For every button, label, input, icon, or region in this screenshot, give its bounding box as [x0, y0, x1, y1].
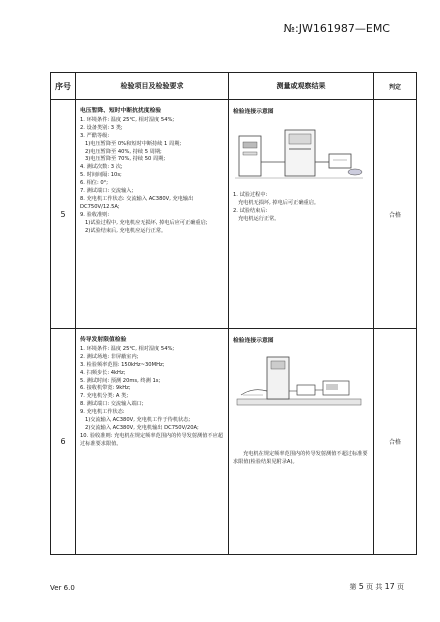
diagram-title: 检验连接示意图	[233, 338, 274, 344]
document-number: №:JW161987—EMC	[283, 22, 390, 35]
requirement-line: 2. 设备类别: 3 类;	[80, 124, 123, 131]
result-line: 充电机无损坏, 掉电后可正确重启。	[233, 200, 320, 206]
requirement-line: 3. 严酷等级:	[80, 132, 110, 139]
requirement-line: 10. 验收准则: 充电机在规定频率范围内的传导发射测值不应超过标准要求限值。	[80, 432, 223, 447]
dips-test-setup-diagram	[233, 122, 365, 182]
diagram-title: 检验连接示意图	[233, 109, 274, 115]
requirement-line: 2)电压暂降至 40%, 持续 5 周期;	[80, 148, 162, 155]
requirements-cell	[76, 100, 229, 329]
verdict-cell: 合格	[374, 329, 417, 555]
requirement-line: 5. 时间间隔: 10s;	[80, 172, 122, 179]
requirement-list	[80, 346, 225, 449]
header-no: 序号	[51, 73, 76, 100]
result-line: 充电机运行正常。	[233, 216, 280, 222]
lisn-icon	[297, 385, 315, 395]
emission-test-setup-diagram	[233, 351, 365, 413]
result-list	[233, 191, 369, 223]
inspection-table	[50, 72, 417, 555]
requirement-line: 9. 验收准则:	[80, 211, 110, 218]
requirement-line: 6. 接收机带宽: 9kHz;	[80, 385, 131, 392]
requirement-line: 8. 测试端口: 交流输入端口;	[80, 401, 144, 408]
results-cell	[229, 329, 374, 555]
table-header-row	[51, 73, 417, 100]
header-results: 测量或观察结果	[229, 73, 374, 100]
requirement-line: 7. 测试端口: 交流输入;	[80, 188, 134, 195]
result-line: 2. 试验结束后:	[233, 208, 268, 214]
requirement-line: 8. 充电机工作状态: 交流输入 AC380V, 充电输出 DC750V/12.5A;	[80, 195, 195, 210]
connection-diagram	[233, 122, 369, 185]
row-number: 6	[51, 329, 76, 555]
requirement-line: 3. 检验频率范围: 150kHz~30MHz;	[80, 361, 165, 368]
header-verdict: 判定	[374, 73, 417, 100]
requirement-line: 2)交流输入 AC380V, 充电机输出 DC750V/20A;	[80, 424, 199, 431]
verdict-cell: 合格	[374, 100, 417, 329]
requirement-title: 电压暂降、短时中断抗扰度检验	[80, 108, 162, 114]
table-row	[51, 100, 417, 329]
requirement-line: 2. 测试场地: 非屏蔽室内;	[80, 353, 139, 360]
page-suffix: 页	[397, 583, 404, 591]
requirement-line: 1)电压暂降至 0%和短时中断持续 1 周期;	[80, 140, 182, 147]
requirement-title: 传导发射限值检验	[80, 337, 127, 343]
requirement-line: 1)交流输入 AC380V, 充电机工作于待机状态;	[80, 417, 191, 424]
results-cell	[229, 100, 374, 329]
version-label: Ver 6.0	[50, 584, 75, 592]
vehicle-icon	[348, 169, 362, 175]
requirement-line: 5. 测试时间: 预测 20ms, 终测 1s;	[80, 377, 161, 384]
row-number: 5	[51, 100, 76, 329]
requirements-cell	[76, 329, 229, 555]
requirement-line: 4. 扫频步长: 4kHz;	[80, 369, 126, 376]
requirement-line: 3)电压暂降至 70%, 持续 50 周期;	[80, 156, 166, 163]
requirement-line: 1. 环境条件: 温度 25℃, 相对湿度 54%;	[80, 116, 175, 123]
requirement-line: 9. 充电机工作状态:	[80, 409, 125, 416]
requirement-line: 7. 充电机分类: A 类;	[80, 393, 129, 400]
connection-diagram	[233, 351, 369, 416]
requirement-line: 1. 环境条件: 温度 25℃, 相对湿度 54%;	[80, 345, 175, 352]
load-box-icon	[329, 154, 351, 168]
header-requirements: 检验项目及检验要求	[76, 73, 229, 100]
result-line: 充电机在规定频率范围内的传导发射测值不超过标准要求限值(检验结果见附录A)。	[233, 451, 368, 465]
requirement-list	[80, 117, 225, 236]
page-total: 17	[384, 582, 395, 591]
requirement-line: 2)试验结束后, 充电机应运行正常。	[80, 227, 167, 234]
requirement-line: 1)试验过程中, 充电机应无损坏, 掉电后应可正确重启;	[80, 219, 208, 226]
page-prefix: 第	[349, 583, 357, 591]
requirement-line: 4. 测试次数: 3 次;	[80, 164, 123, 171]
page-indicator	[350, 582, 404, 592]
page-current: 5	[358, 582, 364, 591]
requirement-line: 6. 相位: 0°;	[80, 180, 109, 187]
result-list	[233, 422, 369, 466]
ground-plane-icon	[237, 399, 361, 405]
page-mid: 页 共	[366, 583, 383, 591]
result-line: 1. 试验过程中:	[233, 192, 268, 198]
table-row	[51, 329, 417, 555]
